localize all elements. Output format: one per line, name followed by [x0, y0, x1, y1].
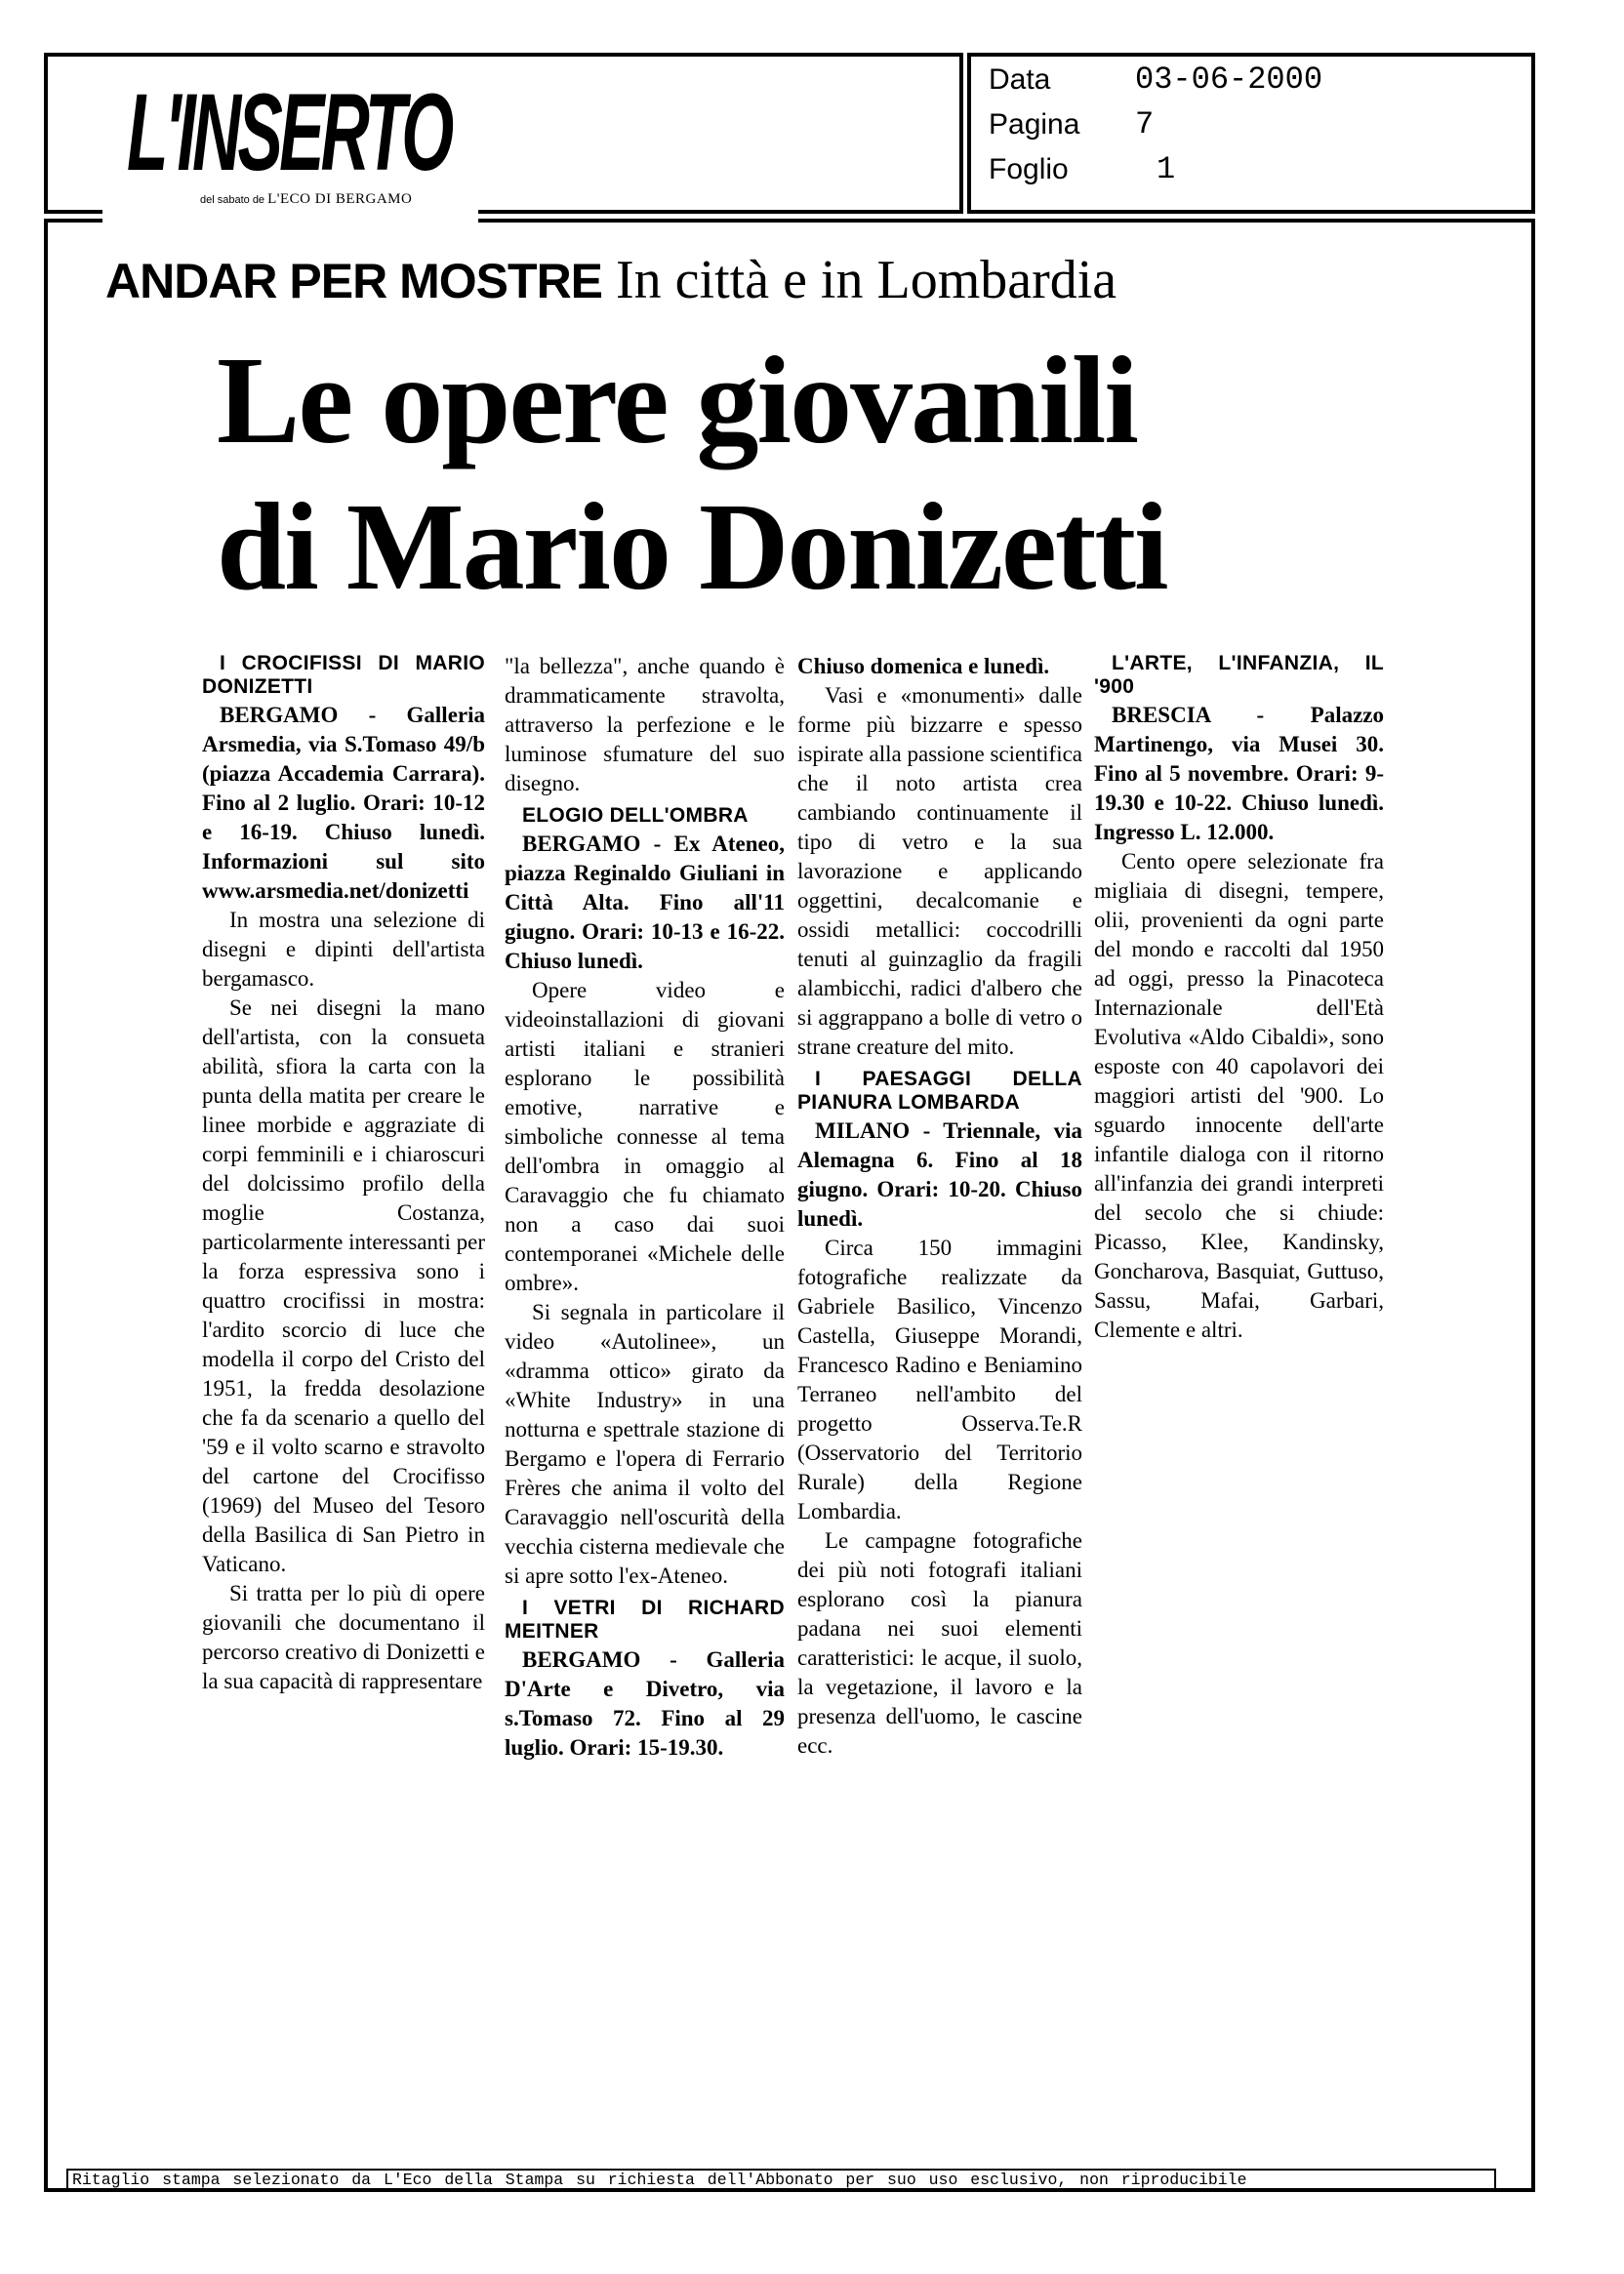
section-heading: I VETRI DI RICHARD MEITNER [505, 1597, 785, 1643]
exhibition-info: BRESCIA - Palazzo Martinengo, via Musei 30. Fino al 5 novembre. Orari: 9-19.30 e 10-22. Chiuso lunedì. Ingresso L. 12.000. [1094, 703, 1384, 844]
logo-sub-prefix: del sabato de [200, 194, 265, 206]
paragraph: Le campagne fotografiche dei più noti fotografi italiani esplorano così la pianura padana nei suoi elementi caratteristici: le acque, il suolo, la vegetazione, il lavoro e la presenza dell'uomo, le cascine ecc. [797, 1528, 1082, 1758]
paragraph: Si tratta per lo più di opere giovanili che documentano il percorso creativo di Donizetti e la sua capacità di rappresentare [202, 1581, 485, 1693]
article-headline [217, 327, 1167, 620]
meta-value-sheet: 1 [1157, 151, 1176, 187]
paragraph: Opere video e videoinstallazioni di giovani artisti italiani e stranieri esplorano le possibilità emotive, narrative e simboliche connesse al tema dell'ombra in omaggio al Caravaggio che fu chiamato non a caso dai suoi contemporanei «Michele delle ombre». [505, 978, 785, 1295]
masthead-divider [44, 210, 102, 214]
meta-label-sheet: Foglio [989, 153, 1069, 185]
kicker-rest: In città e in Lombardia [616, 250, 1117, 310]
paragraph: Cento opere selezionate fra migliaia di disegni, tempere, olii, provenienti da ogni parte del mondo e raccolti dal 1950 ad oggi, presso la Pinacoteca Internazionale dell'Età Evolutiva «Aldo Cibaldi», sono esposte con 40 capolavori dei maggiori artisti del '900. Lo sguardo innocente dell'arte infantile dialoga con il ritorno all'infanzia dei grandi interpreti del secolo che si chiude: Picasso, Klee, Kandinsky, Goncharova, Basquiat, Guttuso, Sassu, Mafai, Garbari, Clemente e altri. [1094, 849, 1384, 1342]
paragraph: Vasi e «monumenti» dalle forme più bizzarre e spesso ispirate alla passione scientifica che il noto artista crea cambiando continuamente il tipo di vetro e la sua lavorazione e applicando oggettini, decalcomanie e ossidi metallici: coccodrilli tenuti al guinzaglio da fragili alambicchi, radici d'albero che si aggrappano a bolle di vetro o strane creature del mito. [797, 683, 1082, 1059]
paragraph: "la bellezza", anche quando è drammaticamente stravolta, attraverso la perfezione e le luminose sfumature del suo disegno. [505, 654, 785, 795]
headline-line-2: di Mario Donizetti [217, 477, 1167, 616]
exhibition-info: Chiuso domenica e lunedì. [797, 654, 1050, 678]
newspaper-logo: L'INSERTO [127, 71, 451, 193]
masthead-divider [478, 210, 963, 214]
meta-label-date: Data [989, 63, 1051, 96]
headline-line-1: Le opere giovanili [217, 331, 1137, 469]
exhibition-info: BERGAMO - Galleria D'Arte e Divetro, via s.Tomaso 72. Fino al 29 luglio. Orari: 15-19.30. [505, 1647, 785, 1760]
article-kicker [105, 249, 1116, 311]
section-heading: ELOGIO DELL'OMBRA [522, 804, 749, 827]
section-heading: L'ARTE, L'INFANZIA, IL '900 [1094, 652, 1384, 698]
article-column-1 [202, 652, 485, 1696]
exhibition-info: MILANO - Triennale, via Alemagna 6. Fino al 18 giugno. Orari: 10-20. Chiuso lunedì. [797, 1118, 1082, 1231]
paragraph: Se nei disegni la mano dell'artista, con la consueta abilità, sfiora la carta con la punta della matita per creare le linee morbide e aggraziate di corpi femminili e i chiaroscuri del dolcissimo profilo della moglie Costanza, particolarmente interessanti per la forza espressiva sono i quattro crocifissi in mostra: l'ardito scorcio di luce che modella il corpo del Cristo del 1951, la fredda desolazione che fa da scenario a quello del '59 e il volto scarno e stravolto del cartone del Crocifisso (1969) del Museo del Tesoro della Basilica di San Pietro in Vaticano. [202, 995, 485, 1576]
logo-sub-paper: L'ECO DI BERGAMO [267, 191, 413, 207]
exhibition-info: BERGAMO - Galleria Arsmedia, via S.Tomaso 49/b (piazza Accademia Carrara). Fino al 2 luglio. Orari: 10-12 e 16-19. Chiuso lunedì. Informazioni sul sito www.arsmedia.net/donizetti [202, 703, 485, 903]
section-heading: I PAESAGGI DELLA PIANURA LOMBARDA [797, 1068, 1082, 1114]
article-column-4 [1094, 652, 1384, 1345]
meta-value-date: 03-06-2000 [1135, 61, 1323, 98]
meta-value-page: 7 [1135, 106, 1155, 142]
article-column-3 [797, 652, 1082, 1761]
kicker-bold: ANDAR PER MOSTRE [105, 254, 603, 308]
section-heading: I CROCIFISSI DI MARIO DONIZETTI [202, 652, 485, 698]
paragraph: In mostra una selezione di disegni e dipinti dell'artista bergamasco. [202, 908, 485, 991]
meta-label-page: Pagina [989, 108, 1080, 141]
paragraph: Circa 150 immagini fotografiche realizzate da Gabriele Basilico, Vincenzo Castella, Giuseppe Morandi, Francesco Radino e Beniamino Terraneo nell'ambito del progetto Osserva.Te.R (Osservatorio del Territorio Rurale) della Regione Lombardia. [797, 1236, 1082, 1523]
press-clipping-notice: Ritaglio stampa selezionato da L'Eco della Stampa su richiesta dell'Abbonato per suo uso esclusivo, non riproducibile [66, 2169, 1496, 2192]
exhibition-info: BERGAMO - Ex Ateneo, piazza Reginaldo Giuliani in Città Alta. Fino all'11 giugno. Orari: 10-13 e 16-22. Chiuso lunedì. [505, 832, 785, 973]
paragraph: Si segnala in particolare il video «Autolinee», un «dramma ottico» girato da «White Industry» in una notturna e spettrale stazione di Bergamo e l'opera di Ferrario Frères che anima il volto del Caravaggio nell'oscurità della vecchia cisterna medievale che si apre sotto l'ex-Ateneo. [505, 1300, 785, 1588]
logo-subtitle [200, 191, 412, 208]
article-column-2 [505, 652, 785, 1763]
frame-gap [102, 217, 478, 226]
